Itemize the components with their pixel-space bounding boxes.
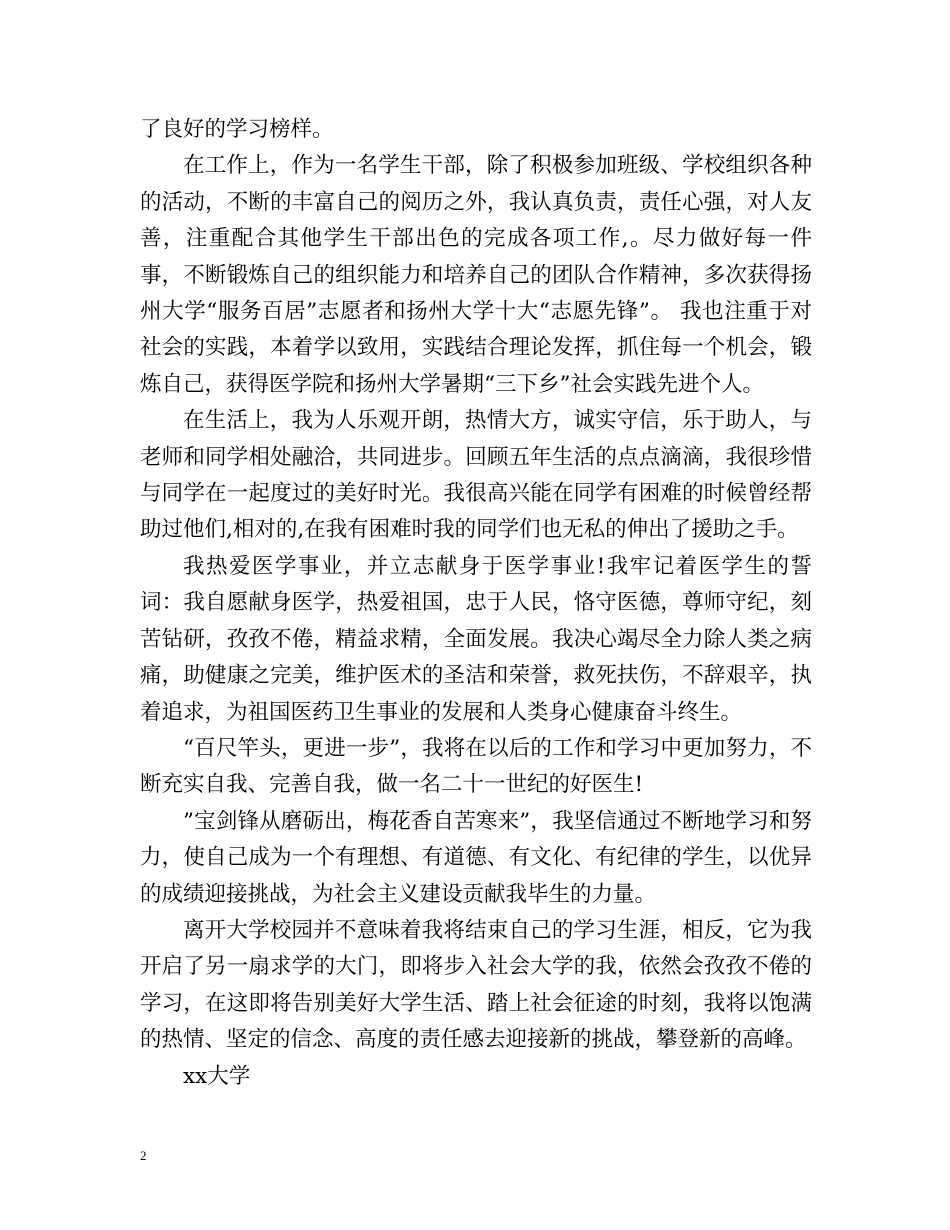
document-body — [140, 112, 812, 1095]
paragraph-work: 在工作上，作为一名学生干部，除了积极参加班级、学校组织各种的活动，不断的丰富自己的阅历之外，我认真负责，责任心强，对人友善，注重配合其他学生干部出色的完成各项工作,。尽力做好每一件事，不断锻炼自己的组织能力和培养自己的团队合作精神，多次获得扬州大学“服务百居”志愿者和扬州大学十大“志愿先锋”。 我也注重于对社会的实践，本着学以致用，实践结合理论发挥，抓住每一个机会，锻炼自己，获得医学院和扬州大学暑期“三下乡”社会实践先进个人。 — [140, 153, 812, 397]
paragraph-medicine: 我热爱医学事业，并立志献身于医学事业!我牢记着医学生的誓词：我自愿献身医学，热爱祖国，忠于人民，恪守医德，尊师守纪，刻苦钻研，孜孜不倦，精益求精，全面发展。我决心竭尽全力除人类之病痛，助健康之完美，维护医术的圣洁和荣誉，救死扶伤，不辞艰辛，执着追求，为祖国医药卫生事业的发展和人类身心健康奋斗终生。 — [140, 553, 812, 725]
paragraph-continuation: 了良好的学习榜样。 — [140, 117, 334, 142]
page-number: 2 — [140, 1148, 147, 1163]
paragraph-farewell: 离开大学校园并不意味着我将结束自己的学习生涯，相反，它为我开启了另一扇求学的大门，即将步入社会大学的我，依然会孜孜不倦的学习，在这即将告别美好大学生活、踏上社会征途的时刻，我将以饱满的热情、坚定的信念、高度的责任感去迎接新的挑战，攀登新的高峰。 — [140, 917, 812, 1053]
paragraph-motto: ”宝剑锋从磨砺出，梅花香自苦寒来”，我坚信通过不断地学习和努力，使自己成为一个有理想、有道德、有文化、有纪律的学生，以优异的成绩迎接挑战，为社会主义建设贡献我毕生的力量。 — [140, 808, 812, 907]
paragraph-life: 在生活上，我为人乐观开朗，热情大方，诚实守信，乐于助人，与老师和同学相处融洽，共同进步。回顾五年生活的点点滴滴，我很珍惜与同学在一起度过的美好时光。我很高兴能在同学有困难的时候曾经帮助过他们,相对的,在我有困难时我的同学们也无私的伸出了援助之手。 — [140, 408, 812, 543]
paragraph-progress: “百尺竿头，更进一步”，我将在以后的工作和学习中更加努力，不断充实自我、完善自我，做一名二十一世纪的好医生! — [140, 735, 812, 798]
signature-university: xx大学 — [183, 1063, 251, 1089]
